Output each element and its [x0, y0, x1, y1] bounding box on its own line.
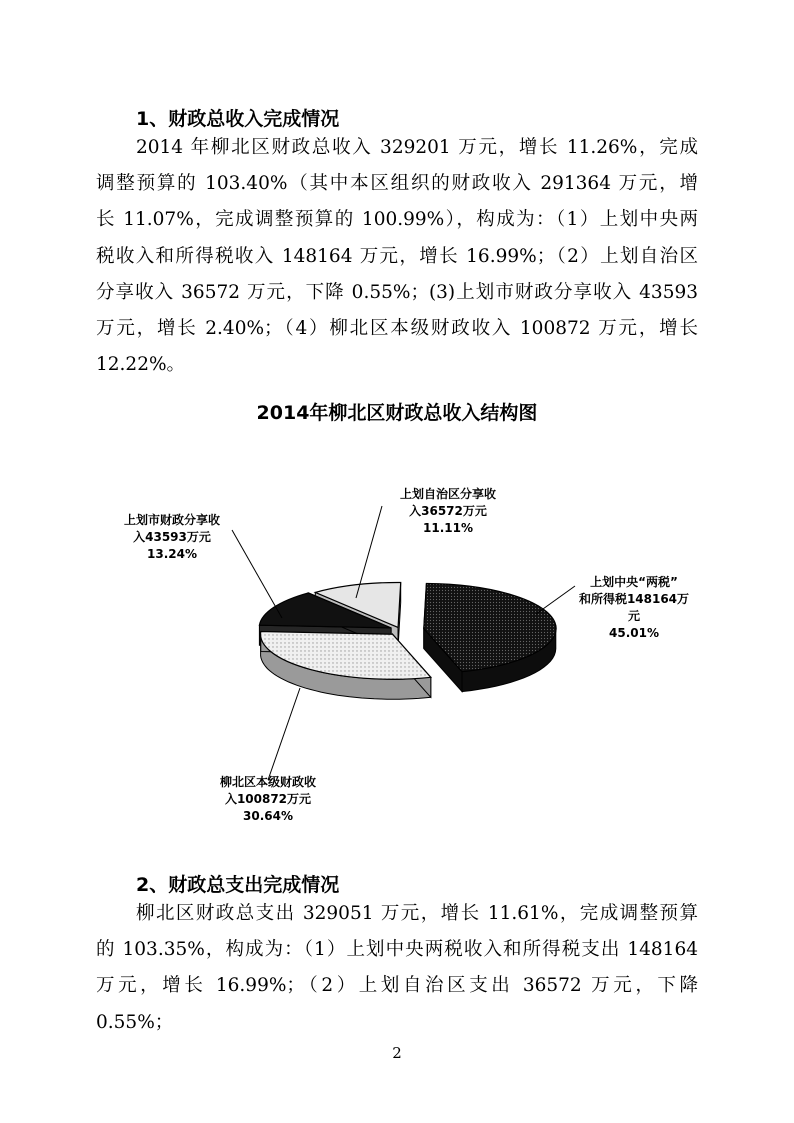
paragraph-line: 万元，增长 2.40%；（4）柳北区本级财政收入 100872 万元，增长: [96, 317, 698, 339]
paragraph-line: 柳北区财政总支出 329051 万元，增长 11.61%，完成调整预算: [136, 903, 698, 924]
paragraph-line: 调整预算的 103.40%（其中本区组织的财政收入 291364 万元，增: [96, 173, 698, 195]
label-city: [124, 512, 221, 561]
label-region-percent: 11.11%: [423, 521, 473, 535]
leader-line-district: [268, 688, 300, 780]
paragraph-line: 万元，增长 16.99%；（2）上划自治区支出 36572 万元，下降 0.55%；: [96, 975, 698, 1033]
paragraph-line: 2014 年柳北区财政总收入 329201 万元，增长 11.26%，完成: [136, 137, 698, 158]
label-city-line2: 入43593万元: [133, 530, 211, 544]
section2-heading: 2、财政总支出完成情况: [136, 874, 340, 896]
label-central-line2: 和所得税148164万: [578, 592, 690, 606]
label-central: [579, 574, 689, 640]
label-district-line2: 入100872万元: [224, 792, 312, 806]
label-district-line1: 柳北区本级财政收: [219, 775, 317, 789]
label-district-percent: 30.64%: [243, 809, 293, 823]
paragraph-line: 12.22%。: [96, 354, 186, 376]
label-central-line1: 上划中央“两税”: [590, 575, 678, 589]
label-region: [400, 486, 497, 535]
section1-paragraph: [96, 130, 698, 383]
chart-title: 2014年柳北区财政总收入结构图: [256, 402, 538, 424]
label-region-line2: 入36572万元: [409, 504, 487, 518]
pie-slice-central: [424, 584, 556, 692]
label-central-percent: 45.01%: [609, 626, 659, 640]
leader-line-central: [536, 586, 575, 614]
label-city-percent: 13.24%: [147, 547, 197, 561]
paragraph-line: 分享收入 36572 万元，下降 0.55%；(3)上划市财政分享收入 43593: [96, 281, 698, 303]
pie-chart: [0, 430, 794, 850]
paragraph-line: 长 11.07%，完成调整预算的 100.99%），构成为：（1）上划中央两: [96, 209, 698, 231]
pie-slice-district: [261, 632, 431, 700]
leader-line-city: [232, 530, 282, 618]
label-region-line1: 上划自治区分享收: [399, 487, 497, 501]
paragraph-line: 税收入和所得税收入 148164 万元，增长 16.99%；（2）上划自治区: [96, 245, 698, 267]
section1-heading: 1、财政总收入完成情况: [136, 108, 340, 130]
label-city-line1: 上划市财政分享收: [123, 513, 221, 527]
paragraph-line: 的 103.35%，构成为：（1）上划中央两税收入和所得税支出 148164: [96, 939, 698, 961]
label-central-line3: 元: [627, 609, 641, 623]
section2-paragraph: [96, 896, 698, 1033]
label-district: [220, 774, 317, 823]
page-number: 2: [392, 1044, 402, 1062]
